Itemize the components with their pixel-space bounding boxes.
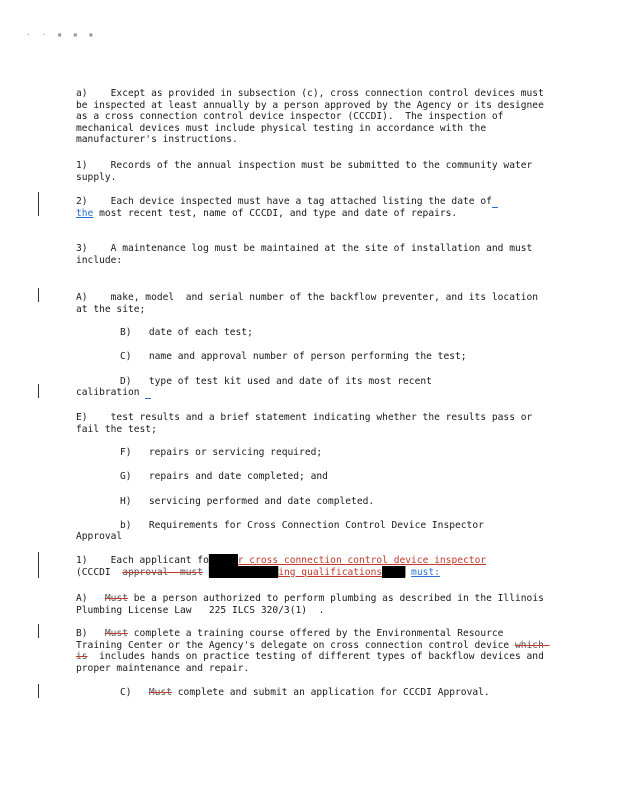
applicant-A: A) Must be a person authorized to perform plumbing as described in the Illinois Plumbing License Law 225 ILCS 320/3(1) . (76, 593, 550, 616)
item-2: 2) Each device inspected must have a tag attached listing the date of the most recent test, name of CCCDI, and type and date of repairs. (76, 196, 546, 219)
item-3: 3) A maintenance log must be maintained at the site of installation and must include: (76, 243, 539, 266)
item-D: D) type of test kit used and date of its most recent (120, 376, 432, 387)
item-E: E) test results and a brief statement indicating whether the results pass or fail the test; (76, 412, 539, 435)
revision-bar (38, 192, 39, 216)
item-1: 1) Records of the annual inspection must be submitted to the community water supply. (76, 160, 539, 183)
paragraph-a: a) Except as provided in subsection (c), cross connection control devices must be inspected at least annually by a person approved by the Agency or its designee as a cross connection control device inspector (CCCDI). The inspection of mechanical devices must include physical testing in accordance with the manufacturer's instructions. (76, 88, 550, 146)
item-G: G) repairs and date completed; and (120, 471, 328, 482)
item-b-cont: Approval (76, 531, 123, 542)
applicant-paragraph: 1) Each applicant fo█████r cross connection control device inspector (CCCDI approval must ████████████ing qualifications████ must: (76, 555, 487, 578)
item-b: b) Requirements for Cross Connection Control Device Inspector (120, 520, 484, 531)
applicant-B: B) Must complete a training course offered by the Environmental Resource Training Center or the Agency's delegate on cross connection control device which is includes hands on practice testing of different types of backflow devices and proper maintenance and repair. (76, 628, 550, 674)
revision-bar (38, 288, 39, 302)
item-D-cont: calibration (76, 387, 546, 399)
revision-bar (38, 684, 39, 698)
item-H: H) servicing performed and date completed. (120, 496, 375, 507)
revision-bar (38, 384, 39, 398)
item-F: F) repairs or servicing required; (120, 447, 323, 458)
item-A: A) make, model and serial number of the backflow preventer, and its location at the site; (76, 292, 544, 315)
applicant-C: C) Must complete and submit an application for CCCDI Approval. (120, 687, 490, 698)
item-B: B) date of each test; (120, 327, 253, 338)
scan-artifact: · · ▪ ▪ ▪ (26, 30, 97, 39)
item-C: C) name and approval number of person performing the test; (120, 351, 467, 362)
revision-bar (38, 624, 39, 638)
revision-bar (38, 552, 39, 578)
